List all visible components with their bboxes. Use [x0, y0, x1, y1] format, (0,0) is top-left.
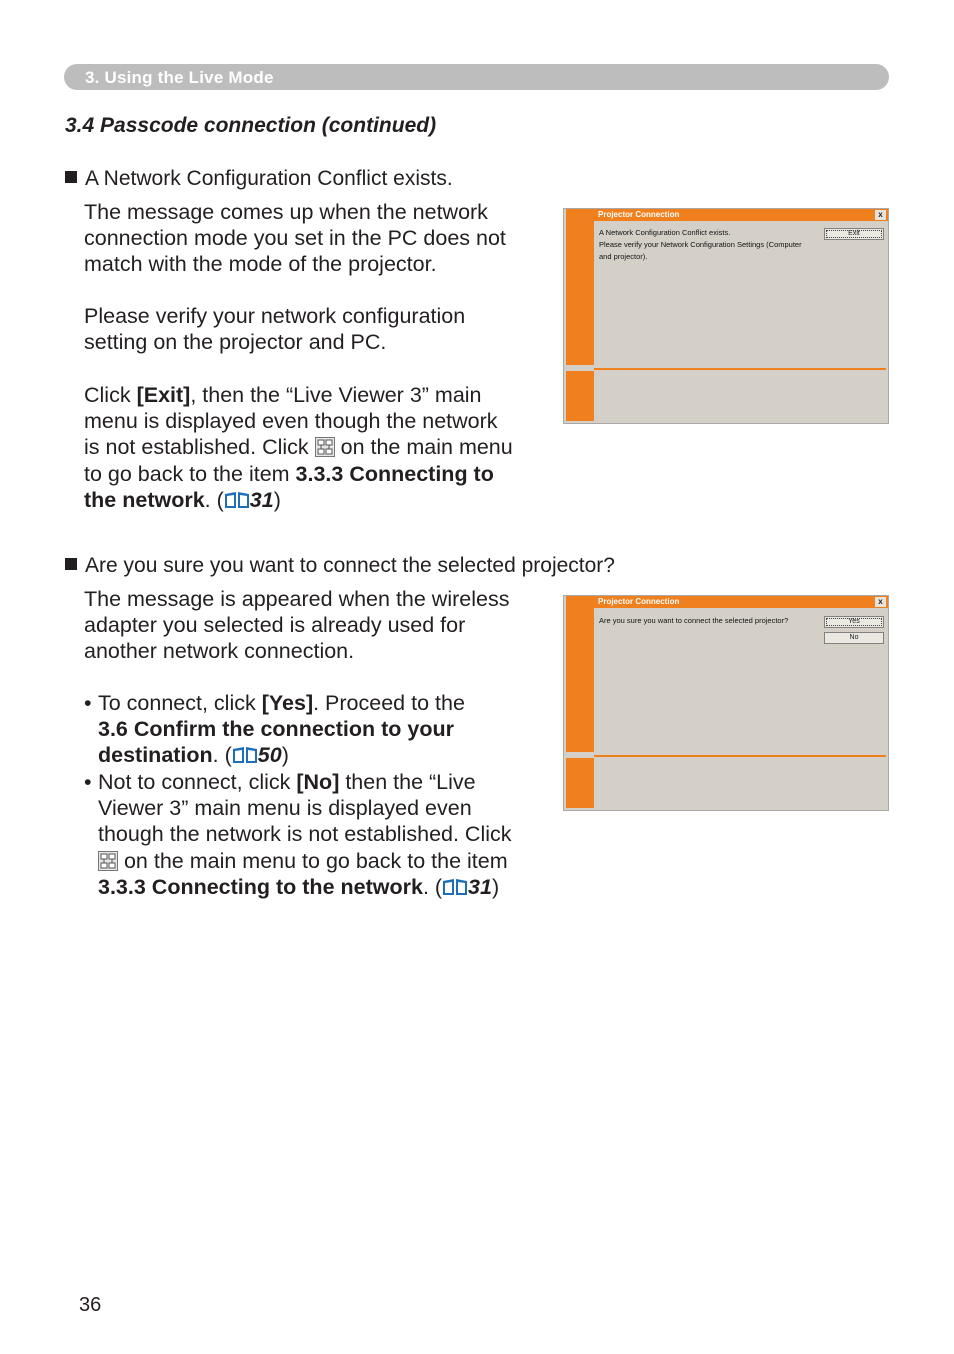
- page-reference-link[interactable]: 31: [468, 874, 492, 899]
- text-span: ): [491, 874, 500, 899]
- text-line: Please verify your network configuration: [84, 304, 466, 328]
- text-line: connection mode you set in the PC does not: [84, 226, 506, 251]
- text-line: The message is appeared when the wireless: [84, 587, 510, 611]
- dialog-titlebar: [594, 209, 888, 221]
- text-line: [84, 487, 554, 513]
- text-span: ): [281, 743, 289, 768]
- text-span: then the “Live: [339, 770, 476, 794]
- dialog-divider: [594, 368, 886, 370]
- exit-button[interactable]: Exit: [824, 228, 884, 240]
- chapter-title: 3. Using the Live Mode: [85, 68, 274, 87]
- text-line: [98, 769, 554, 795]
- conflict-heading: [65, 167, 453, 191]
- text-line: The message comes up when the network: [84, 200, 488, 224]
- conflict-paragraph-2: [84, 303, 554, 355]
- page-number: 36: [79, 1294, 102, 1316]
- square-bullet-icon: [65, 558, 77, 570]
- network-menu-icon: [315, 437, 335, 457]
- dialog-title: Projector Connection: [598, 597, 680, 606]
- dialog-message-line: and projector).: [599, 252, 648, 261]
- text-line: Viewer 3” main menu is displayed even: [98, 796, 472, 821]
- bullet-connect-yes: [84, 690, 554, 769]
- text-span: , then the “Live Viewer 3” main: [190, 383, 482, 407]
- text-line: adapter you selected is already used for: [84, 613, 466, 638]
- text-line: [84, 434, 554, 460]
- text-span: Click: [84, 383, 137, 407]
- yes-button-ref: [Yes]: [261, 691, 314, 715]
- text-span: to go back to the item: [84, 461, 296, 486]
- dialog-title: Projector Connection: [598, 210, 680, 219]
- text-line: [98, 716, 554, 742]
- bullet-connect-no: [84, 769, 554, 900]
- sure-paragraph-1: [84, 586, 554, 665]
- network-menu-icon: [98, 851, 118, 871]
- bullet-dot: •: [84, 691, 92, 715]
- page-reference-link[interactable]: 50: [257, 743, 282, 768]
- sure-heading: [65, 554, 615, 578]
- dialog-message-line: Are you sure you want to connect the selected projector?: [599, 616, 789, 625]
- section-ref-bold: 3.3.3 Connecting to: [295, 461, 494, 486]
- dialog-side-strip: [566, 596, 594, 752]
- text-span: . Proceed to the: [313, 691, 465, 715]
- confirm-dialog-screenshot: [563, 595, 889, 811]
- text-span: Not to connect, click: [98, 770, 297, 794]
- conflict-dialog-screenshot: [563, 208, 889, 424]
- book-reference-icon: [232, 746, 258, 764]
- text-span: on the main menu: [334, 435, 513, 460]
- yes-button[interactable]: Yes: [824, 616, 884, 628]
- text-span: ): [273, 487, 281, 512]
- text-span: on the main menu to go back to the item: [118, 848, 508, 873]
- text-span: . (: [422, 874, 443, 899]
- text-span: is not established. Click: [84, 435, 315, 460]
- dialog-side-strip-bottom: [566, 371, 594, 421]
- text-line: [84, 461, 554, 487]
- section-ref-bold: destination: [98, 743, 213, 768]
- section-title: 3.4 Passcode connection (continued): [65, 114, 437, 137]
- dialog-divider: [594, 755, 886, 757]
- text-span: To connect, click: [98, 691, 262, 715]
- dialog-message: [599, 615, 824, 627]
- dialog-titlebar: [594, 596, 888, 608]
- conflict-paragraph-1: [84, 199, 554, 278]
- exit-button-ref: [Exit]: [136, 383, 191, 407]
- section-ref-bold: 3.3.3 Connecting to the network: [98, 874, 423, 899]
- text-span: . (: [204, 487, 224, 512]
- book-reference-icon: [224, 491, 250, 509]
- text-line: [98, 848, 554, 874]
- section-ref-bold: 3.6 Confirm the connection to your: [98, 717, 454, 742]
- text-line: [84, 382, 554, 408]
- conflict-heading-text: A Network Configuration Conflict exists.: [85, 167, 453, 190]
- square-bullet-icon: [65, 171, 77, 183]
- section-ref-bold: the network: [84, 487, 205, 512]
- sure-heading-text: Are you sure you want to connect the selected projector?: [85, 554, 615, 577]
- text-line: setting on the projector and PC.: [84, 330, 387, 355]
- bullet-dot: •: [84, 770, 92, 794]
- dialog-close-icon[interactable]: x: [875, 597, 886, 607]
- text-line: [98, 742, 554, 768]
- text-span: . (: [212, 743, 232, 768]
- chapter-header-bar: [64, 64, 889, 90]
- text-line: [98, 690, 554, 716]
- dialog-side-strip-bottom: [566, 758, 594, 808]
- dialog-close-icon[interactable]: x: [875, 210, 886, 220]
- text-line: another network connection.: [84, 639, 355, 664]
- conflict-paragraph-3: [84, 382, 554, 513]
- text-line: though the network is not established. Click: [98, 822, 512, 847]
- text-line: match with the mode of the projector.: [84, 252, 437, 277]
- dialog-message-line: Please verify your Network Configuration Settings (Computer: [599, 240, 802, 249]
- dialog-message-line: A Network Configuration Conflict exists.: [599, 228, 731, 237]
- page-reference-link[interactable]: 31: [249, 487, 274, 512]
- no-button[interactable]: No: [824, 632, 884, 644]
- no-button-ref: [No]: [296, 770, 340, 794]
- text-line: menu is displayed even though the network: [84, 409, 498, 434]
- dialog-message: [599, 227, 824, 263]
- book-reference-icon: [442, 878, 468, 896]
- dialog-side-strip: [566, 209, 594, 365]
- text-line: [98, 874, 554, 900]
